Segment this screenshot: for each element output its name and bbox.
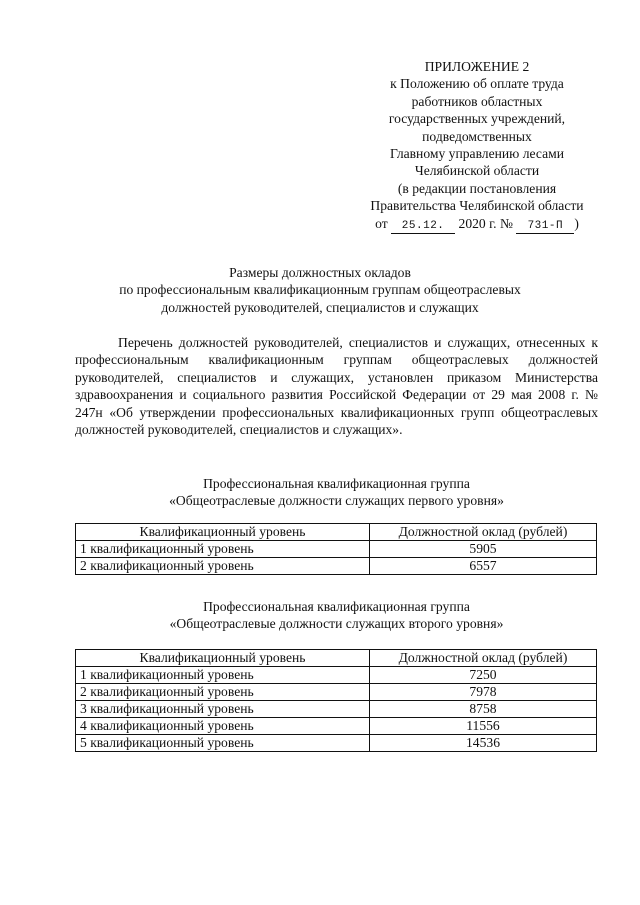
title-line: по профессиональным квалификационным группам общеотраслевых [119, 282, 521, 298]
level-cell: 4 квалификационный уровень [76, 718, 370, 735]
salary-cell: 7978 [370, 684, 597, 701]
closing-paren: ) [574, 215, 579, 231]
salary-cell: 14536 [370, 735, 597, 752]
title-line: должностей руководителей, специалистов и служащих [161, 299, 479, 315]
table-header-row [76, 650, 597, 667]
appendix-date-line [352, 215, 602, 234]
table-row [76, 541, 597, 558]
salary-cell: 11556 [370, 718, 597, 735]
document-number: 731-П [516, 219, 574, 234]
appendix-line: Главному управлению лесами [389, 146, 564, 162]
level-cell: 3 квалификационный уровень [76, 701, 370, 718]
table-header-row [76, 524, 597, 541]
appendix-line: работников областных [411, 93, 543, 109]
intro-paragraph: Перечень должностей руководителей, специалистов и служащих, отнесенных к профессиональным квалификационным группам общеотраслевых должностей руководителей, специалистов и служащих, установлен приказом Министерства здравоохранения и социального развития Российской Федерации от 29 мая 2008 г. № 247н «Об утверждении профессиональных квалификационных групп общеотраслевых должностей руководителей, специалистов и служащих». [75, 335, 598, 438]
level-cell: 2 квалификационный уровень [76, 558, 370, 575]
date-value: 25.12. [391, 219, 455, 234]
document-title [60, 264, 580, 316]
group-2-table [75, 649, 597, 752]
date-prefix: от [375, 215, 388, 231]
table-row [76, 718, 597, 735]
group-2-heading [75, 598, 598, 633]
salary-cell: 8758 [370, 701, 597, 718]
salary-cell: 6557 [370, 558, 597, 575]
salary-cell: 5905 [370, 541, 597, 558]
column-header: Квалификационный уровень [76, 524, 370, 541]
level-cell: 2 квалификационный уровень [76, 684, 370, 701]
appendix-line: подведомственных [422, 128, 532, 144]
level-cell: 5 квалификационный уровень [76, 735, 370, 752]
group-title: Профессиональная квалификационная группа [203, 599, 470, 614]
appendix-line: Правительства Челябинской области [370, 198, 584, 214]
group-subtitle: «Общеотраслевые должности служащих второго уровня» [169, 616, 504, 632]
group-1-table [75, 523, 597, 575]
column-header: Должностной оклад (рублей) [370, 650, 597, 667]
appendix-heading: ПРИЛОЖЕНИЕ 2 [424, 59, 530, 74]
table-row [76, 735, 597, 752]
appendix-line: Челябинской области [414, 163, 540, 179]
appendix-line: государственных учреждений, [388, 111, 566, 127]
group-subtitle: «Общеотраслевые должности служащих первого уровня» [169, 493, 504, 509]
year-label: 2020 г. № [458, 215, 513, 231]
level-cell: 1 квалификационный уровень [76, 667, 370, 684]
appendix-line: к Положению об оплате труда [390, 76, 564, 92]
level-cell: 1 квалификационный уровень [76, 541, 370, 558]
appendix-line: (в редакции постановления [397, 180, 557, 196]
group-1-heading [75, 475, 598, 510]
group-title: Профессиональная квалификационная группа [203, 476, 470, 491]
table-row [76, 701, 597, 718]
salary-cell: 7250 [370, 667, 597, 684]
table-row [76, 684, 597, 701]
column-header: Квалификационный уровень [76, 650, 370, 667]
table-row [76, 558, 597, 575]
appendix-block [352, 58, 602, 234]
column-header: Должностной оклад (рублей) [370, 524, 597, 541]
title-line: Размеры должностных окладов [229, 265, 411, 280]
table-row [76, 667, 597, 684]
